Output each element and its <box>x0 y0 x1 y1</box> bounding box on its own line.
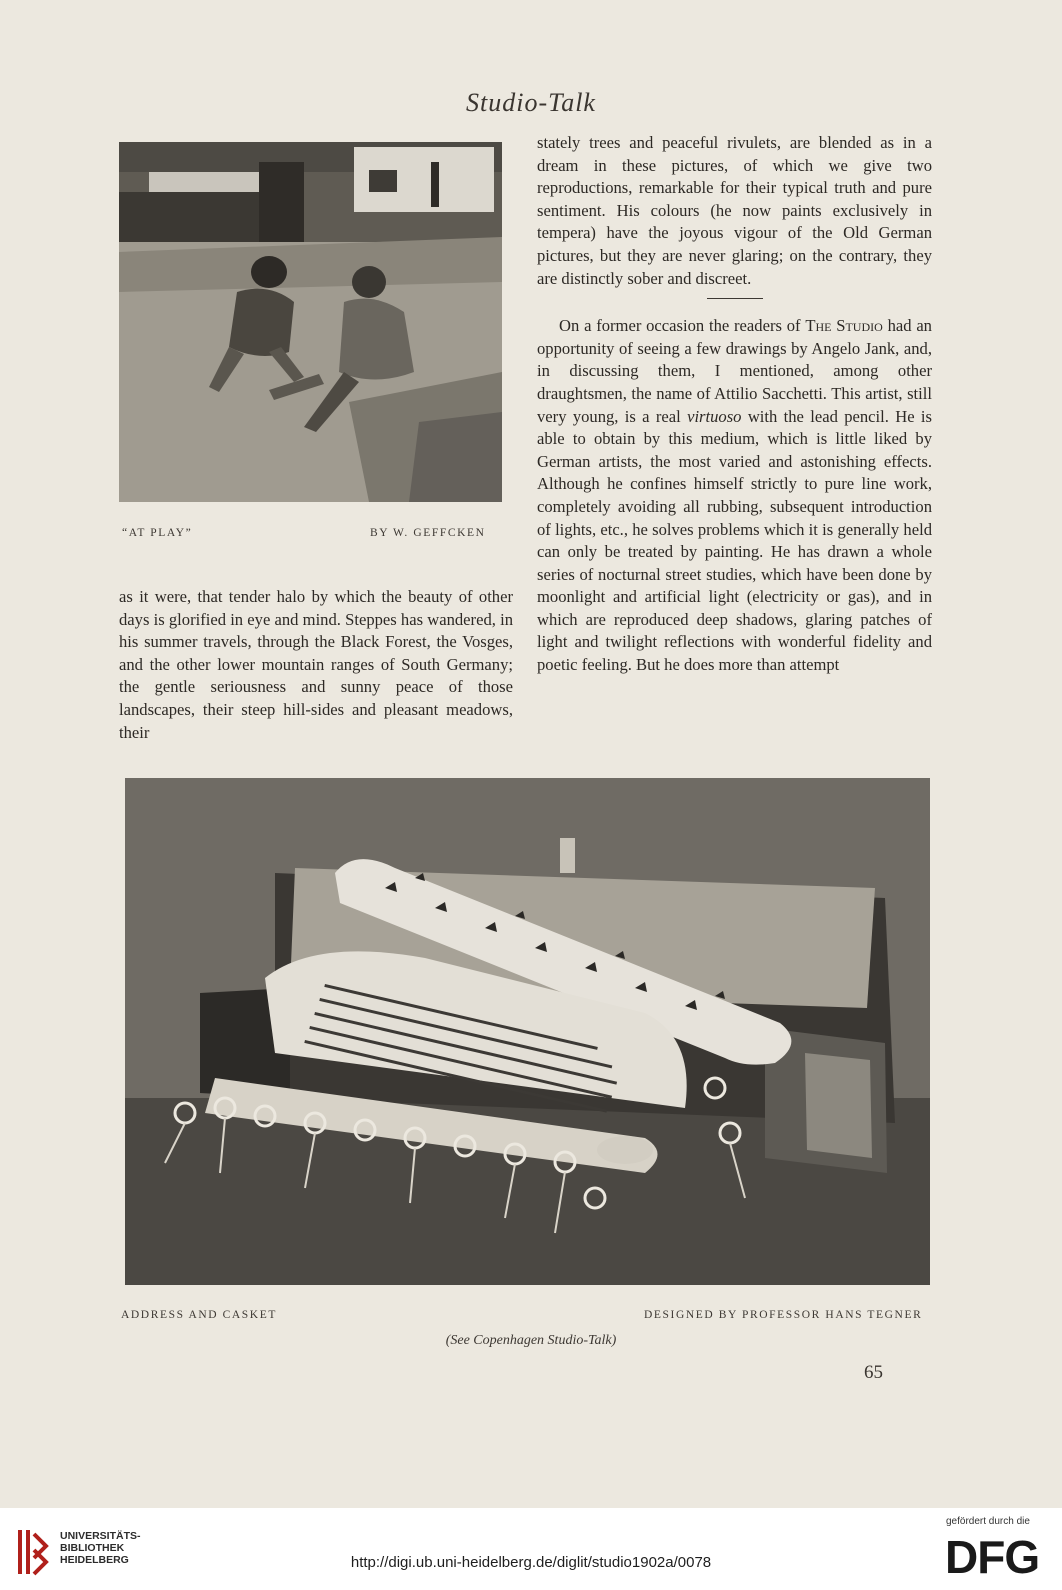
digitization-footer <box>0 1508 1062 1590</box>
dfg-logo: DFG <box>945 1531 1040 1583</box>
address-and-casket-photograph <box>125 778 930 1285</box>
page-number: 65 <box>864 1362 883 1383</box>
right-column-paragraph-2: On a former occasion the readers of The Studio had an opportunity of seeing a few drawings by Angelo Jank, and, in discussing them, I mentioned, among other draughtsmen, the name of Attilio Sacchetti. This artist, still very young, is a real virtuoso with the lead pencil. He is able to obtain by this medium, which is little liked by German artists, the most varied and astonishing effects. Although he confines himself strictly to pure line work, completely avoiding all rubbing, subsequent introduction of lights, etc., he solves problems which it is generally held can only be treated by painting. He has drawn a whole series of nocturnal street studies, which have been done by moonlight and artificial light (electricity or gas), and in which are reproduced deep shadows, glaring patches of light and twilight reflections with wonderful fidelity and poetic feeling. But he does more than attempt <box>537 316 932 675</box>
permalink-url[interactable]: http://digi.ub.uni-heidelberg.de/diglit/studio1902a/0078 <box>350 1554 712 1571</box>
figure2-subcaption: (See Copenhagen Studio-Talk) <box>445 1333 617 1348</box>
sponsor-label: gefördert durch die <box>946 1516 1030 1527</box>
left-column-paragraph: as it were, that tender halo by which the beauty of other days is glorified in eye and mind. Steppes has wandered, in his summer travels, through the Black Forest, the Vosges, and the other lower mountain ranges of South Germany; the gentle seriousness and sunny peace of those landscapes, their steep hill-sides and pleasant meadows, their <box>119 587 513 742</box>
studio-title: The Studio <box>805 316 883 336</box>
left-column <box>119 586 513 744</box>
figure1-caption-title: “AT PLAY” <box>122 527 193 539</box>
section-divider <box>707 298 763 299</box>
figure2-caption-title: ADDRESS AND CASKET <box>121 1309 277 1321</box>
figure1-caption-artist: BY W. GEFFCKEN <box>370 527 486 539</box>
figure2-caption-designer: DESIGNED BY PROFESSOR HANS TEGNER <box>644 1309 923 1321</box>
right-column <box>537 132 932 677</box>
right-column-paragraph-1: stately trees and peaceful rivulets, are blended as in a dream in these pictures, of which we give two reproductions, remarkable for their typical truth and pure sentiment. His colours (he now paints exclusively in tempera) have the joyous vigour of the Old German pictures, but they are never glaring; on the contrary, they are distinctly sober and discreet. <box>537 133 932 288</box>
virtuoso-term: virtuoso <box>687 406 742 426</box>
university-library-logo-icon <box>12 1524 50 1580</box>
running-head: Studio-Talk <box>466 88 596 117</box>
at-play-illustration <box>119 142 502 502</box>
university-library-name: UNIVERSITÄTS- BIBLIOTHEK HEIDELBERG <box>60 1530 141 1566</box>
